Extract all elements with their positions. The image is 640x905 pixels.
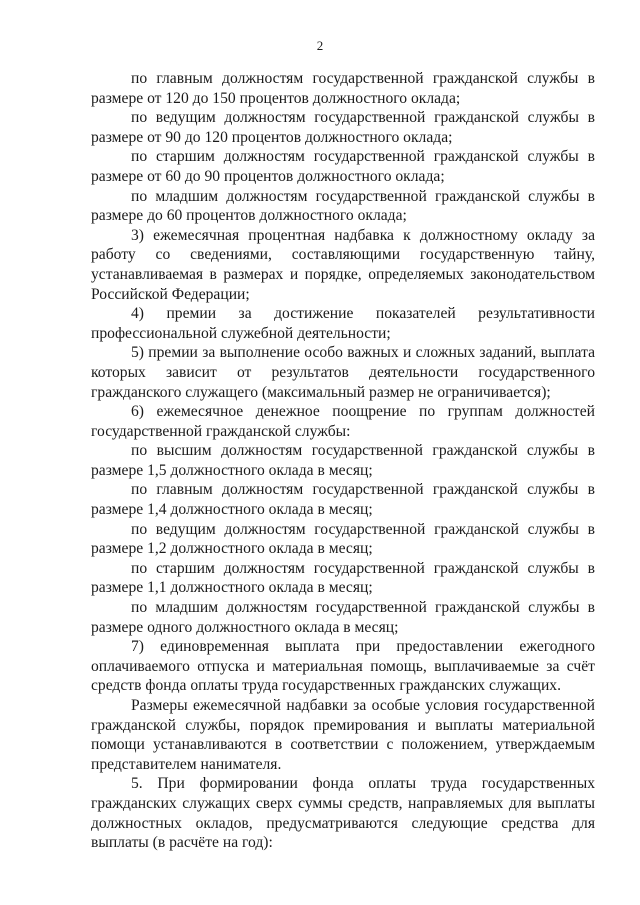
paragraph-senior-positions-incentive: по старшим должностям государственной гражданской службы в размере 1,1 должностного оклада в месяц; [91,559,595,597]
page-number: 2 [316,38,324,53]
paragraph-item-5-special-tasks-bonus: 5) премии за выполнение особо важных и сложных заданий, выплата которых зависит от результатов деятельности государственного гражданского служащего (максимальный размер не ограничивается); [91,344,595,401]
paragraph-junior-positions-incentive: по младшим должностям государственной гражданской службы в размере одного должностного оклада в месяц; [91,599,595,636]
document-body [91,69,595,853]
paragraph-allowance-regulation: Размеры ежемесячной надбавки за особые условия государственной гражданской службы, порядок премирования и выплаты материальной помощи устанавливаются в соответствии с положением, утверждаемым представителем нанимателя. [91,697,595,773]
paragraph-item-4-performance-bonus: 4) премии за достижение показателей результативности профессиональной служебной деятельности; [91,305,595,342]
paragraph-item-6-monthly-incentive: 6) ежемесячное денежное поощрение по группам должностей государственной гражданской службы: [91,403,595,440]
paragraph-junior-positions-allowance: по младшим должностям государственной гражданской службы в размере до 60 процентов должностного оклада; [91,187,595,225]
paragraph-item-5-pay-fund: 5. При формировании фонда оплаты труда государственных гражданских служащих сверх суммы средств, направляемых для выплаты должностных окладов, предусматриваются следующие средства для выплаты (в расчёте на год): [91,775,595,852]
paragraph-main-positions-incentive: по главным должностям государственной гражданской службы в размере 1,4 должностного оклада в месяц; [91,481,595,519]
paragraph-senior-positions-allowance: по старшим должностям государственной гражданской службы в размере от 60 до 90 процентов должностного оклада; [91,148,595,185]
paragraph-highest-positions-incentive: по высшим должностям государственной гражданской службы в размере 1,5 должностного оклада в месяц; [91,442,595,479]
paragraph-item-7-leave-payment: 7) единовременная выплата при предоставлении ежегодного оплачиваемого отпуска и материальная помощь, выплачиваемые за счёт средств фонда оплаты труда государственных гражданских служащих. [91,638,595,695]
paragraph-item-3-secrecy-allowance: 3) ежемесячная процентная надбавка к должностному окладу за работу со сведениями, составляющими государственную тайну, устанавливаемая в размерах и порядке, определяемых законодательством Российской Федерации; [91,226,595,303]
paragraph-leading-positions-allowance: по ведущим должностям государственной гражданской службы в размере от 90 до 120 процентов должностного оклада; [91,109,595,146]
paragraph-main-positions-allowance: по главным должностям государственной гражданской службы в размере от 120 до 150 процентов должностного оклада; [91,70,595,107]
paragraph-leading-positions-incentive: по ведущим должностям государственной гражданской службы в размере 1,2 должностного оклада в месяц; [91,520,595,558]
